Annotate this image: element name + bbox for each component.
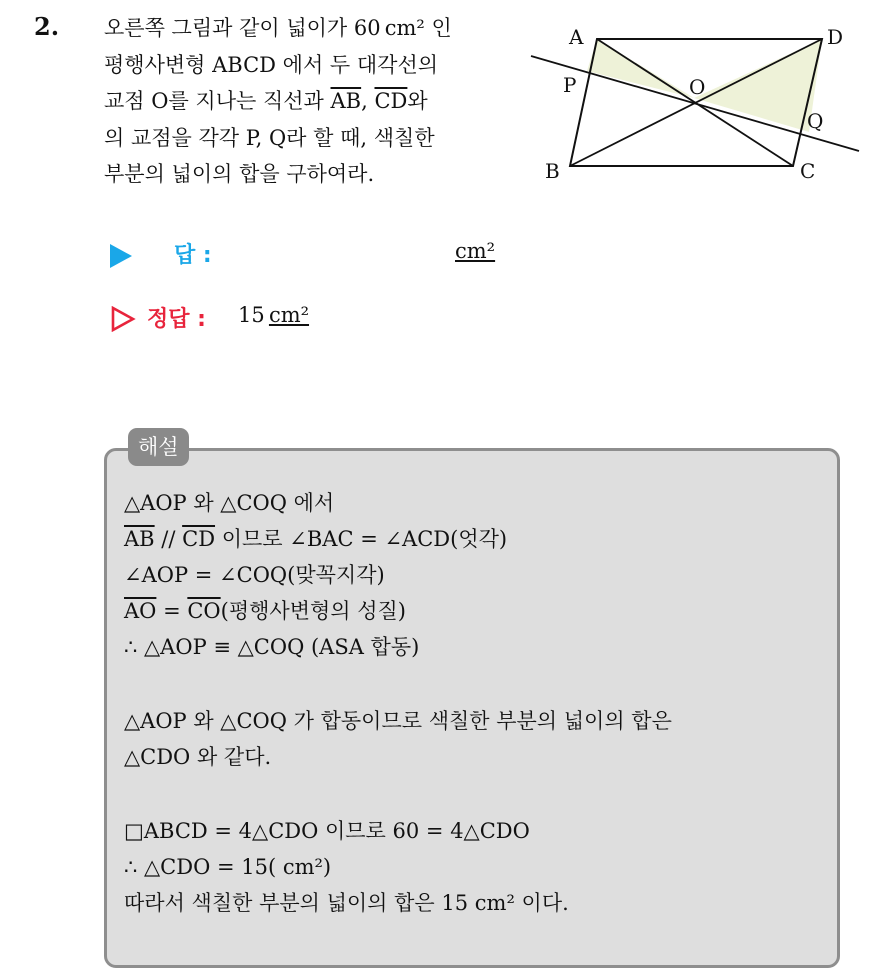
segment-cd: $\overline{CD}$ [374, 89, 408, 113]
answer-row [110, 238, 510, 274]
question-line-3-text: 교점 O를 지나는 직선과 [104, 89, 324, 113]
segment-co: $\overline{CO}$ [187, 599, 221, 623]
correct-label: 정답 : [147, 307, 206, 332]
spacer [124, 665, 834, 703]
label-o: O [689, 75, 706, 99]
parallelogram-figure [525, 18, 870, 190]
label-b: B [545, 159, 560, 183]
label-p: P [563, 73, 577, 97]
solution-line-2 [124, 521, 834, 557]
correct-value [238, 303, 309, 327]
question-line-4: 의 교점을 각각 P, Q라 할 때, 색칠한 [104, 125, 435, 150]
question-line-3 [104, 83, 524, 120]
solution-text [124, 485, 834, 921]
parallel-sign: // [154, 527, 183, 551]
solution-line-2-text: 이므로 ∠BAC = ∠ACD(엇각) [221, 527, 508, 551]
solution-line-5: ∴ △AOP ≡ △COQ (ASA 합동) [124, 635, 420, 659]
question-line-3-end: 와 [407, 89, 428, 113]
correct-unit: cm² [268, 303, 310, 327]
question-number: 2. [34, 12, 60, 41]
solution-line-10: 따라서 색칠한 부분의 넓이의 합은 15 cm² 이다. [124, 891, 569, 915]
figure-svg [525, 18, 870, 190]
equals-sign: = [156, 599, 188, 623]
solution-line-8: □ABCD = 4△CDO 이므로 60 = 4△CDO [124, 819, 530, 843]
label-d: D [827, 25, 844, 49]
solution-line-3: ∠AOP = ∠COQ(맞꼭지각) [124, 563, 385, 587]
solution-line-4-text: (평행사변형의 성질) [220, 599, 406, 623]
spacer [124, 775, 834, 813]
solution-tag: 해설 [128, 428, 189, 466]
shaded-triangle-aop [587, 39, 694, 98]
solution-line-4 [124, 593, 834, 629]
solution-line-1: △AOP 와 △COQ 에서 [124, 491, 335, 515]
solution-line-9: ∴ △CDO = 15( cm²) [124, 855, 332, 879]
shaded-triangle-coq [694, 39, 822, 132]
question-line-2: 평행사변형 ABCD 에서 두 대각선의 [104, 52, 439, 77]
segment-ab: $\overline{AB}$ [330, 89, 362, 113]
correct-number: 15 [238, 303, 265, 327]
label-c: C [800, 159, 816, 183]
correct-answer-row [110, 302, 510, 338]
solution-line-7: △CDO 와 같다. [124, 745, 272, 769]
answer-unit[interactable]: cm² [455, 239, 496, 263]
question-line-5: 부분의 넓이의 합을 구하여라. [104, 162, 375, 186]
label-a: A [569, 25, 584, 49]
segment-ao: $\overline{AO}$ [124, 599, 157, 623]
question-text [104, 10, 524, 193]
segment-cd: $\overline{CD}$ [182, 527, 216, 551]
segment-ab: $\overline{AB}$ [124, 527, 155, 551]
question-line-1: 오른쪽 그림과 같이 넓이가 60 cm² 인 [104, 16, 452, 40]
outline-arrow-icon [110, 306, 136, 332]
answer-label: 답 : [174, 243, 212, 268]
play-arrow-icon [110, 244, 132, 268]
comma: , [361, 89, 375, 113]
label-q: Q [807, 109, 824, 133]
solution-line-6: △AOP 와 △COQ 가 합동이므로 색칠한 부분의 넓이의 합은 [124, 709, 672, 733]
